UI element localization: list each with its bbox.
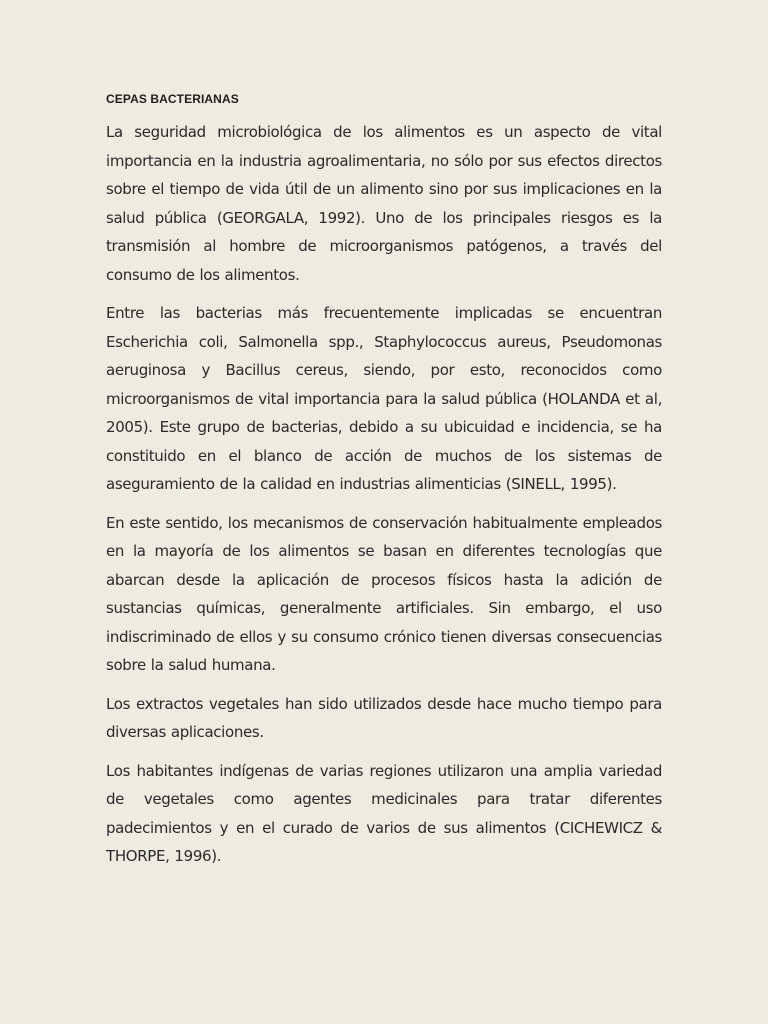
paragraph-conservation: En este sentido, los mecanismos de conservación habitualmente empleados en la mayoría de los alimentos se basan en diferentes tecnologías que abarcan desde la aplicación de procesos físicos hasta la adición de sustancias químicas, generalmente artificiales. Sin embargo, el uso indiscriminado de ellos y su consumo crónico tienen diversas consecuencias sobre la salud humana. <box>106 513 662 674</box>
paragraph-food-safety: La seguridad microbiológica de los alimentos es un aspecto de vital importancia en la industria agroalimentaria, no sólo por sus efectos directos sobre el tiempo de vida útil de un alimento sino por sus implicaciones en la salud pública (GEORGALA, 1992). Uno de los principales riesgos es la transmisión al hombre de microorganismos patógenos, a través del consumo de los alimentos. <box>106 123 662 284</box>
paragraph-plant-extracts: Los extractos vegetales han sido utilizados desde hace mucho tiempo para diversas aplicaciones. <box>106 694 662 741</box>
document-title: CEPAS BACTERIANAS <box>106 92 239 106</box>
paragraph-bacteria: Entre las bacterias más frecuentemente implicadas se encuentran Escherichia coli, Salmonella spp., Staphylococcus aureus, Pseudomonas aeruginosa y Bacillus cereus, siendo, por esto, reconocidos como microorganismos de vital importancia para la salud pública (HOLANDA et al, 2005). Este grupo de bacterias, debido a su ubicuidad e incidencia, se ha constituido en el blanco de acción de muchos de los sistemas de aseguramiento de la calidad en industrias alimenticias (SINELL, 1995). <box>106 304 662 493</box>
document-page <box>106 92 662 881</box>
paragraph-indigenous-use: Los habitantes indígenas de varias regiones utilizaron una amplia variedad de vegetales como agentes medicinales para tratar diferentes padecimientos y en el curado de varios de sus alimentos (CICHEWICZ & THORPE, 1996). <box>106 761 662 865</box>
